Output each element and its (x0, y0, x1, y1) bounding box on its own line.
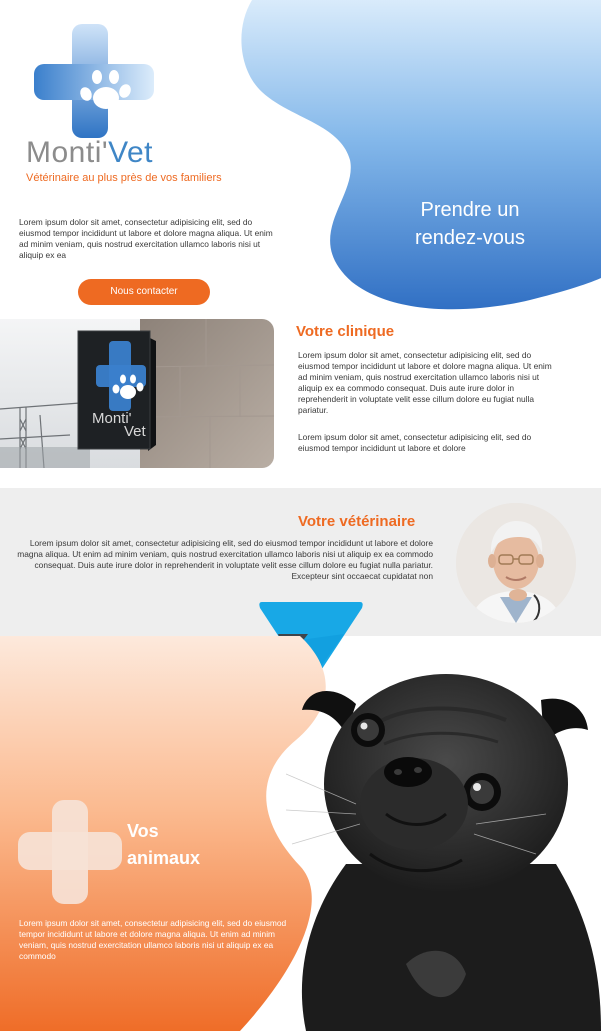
vet-paragraph: Lorem ipsum dolor sit amet, consectetur adipisicing elit, sed do eiusmod tempor incididunt ut labore et dolore magna aliqua. Ut enim ad minim veniam, quis nostrud exercitation ullamco laboris nisi ut aliquip ex ea commodo consequat. Duis aute irure dolor in reprehenderit in voluptate velit esse cillum dolore eu fugiat nulla pariatur. Excepteur sint occaecat cupidatat non (17, 538, 433, 581)
animals-title (127, 818, 200, 872)
brand-name-part1: Monti' (26, 136, 109, 169)
clinic-paragraph-2: Lorem ipsum dolor sit amet, consectetur adipisicing elit, sed do eiusmod tempor incididunt ut labore et dolore (298, 432, 532, 453)
animals-title-line1: Vos (127, 821, 159, 841)
vet-portrait-photo (456, 503, 576, 623)
sign-name-part1: Monti' (92, 410, 132, 427)
appointment-link[interactable] (380, 196, 560, 252)
pug-dog-photo (286, 664, 601, 1031)
contact-button[interactable]: Nous contacter (78, 279, 210, 305)
appointment-line1: Prendre un (420, 199, 520, 221)
clinic-title: Votre clinique (296, 323, 395, 340)
hero-intro-text: Lorem ipsum dolor sit amet, consectetur adipisicing elit, sed do eiusmod tempor incididunt ut labore et dolore magna aliqua. Ut enim ad minim veniam, quis nostrud exercitation ullamco laboris nisi ut aliquip ex ea (19, 217, 273, 260)
medical-cross-icon (18, 800, 122, 904)
appointment-line2: rendez-vous (414, 227, 526, 249)
brand-tagline: Vétérinaire au plus près de vos familiers (26, 172, 222, 184)
animals-paragraph: Lorem ipsum dolor sit amet, consectetur adipisicing elit, sed do eiusmod tempor incididunt ut labore et dolore magna aliqua. Ut enim ad minim veniam, quis nostrud exercitation ullamco laboris nisi ut aliquip ex ea commodo (19, 918, 287, 961)
brand-name-part2: Vet (108, 136, 153, 169)
sign-name-part2: Vet (124, 423, 146, 440)
cross-paw-logo-icon[interactable] (28, 22, 158, 142)
vet-title: Votre vétérinaire (298, 513, 416, 530)
clinic-paragraph-1: Lorem ipsum dolor sit amet, consectetur adipisicing elit, sed do eiusmod tempor incididunt ut labore et dolore magna aliqua. Ut enim ad minim veniam, quis nostrud exercitation ullamco laboris nisi ut aliquip ex ea commodo consequat. Duis aute irure dolor in reprehenderit in voluptate velit esse cillum dolore eu fugiat nulla pariatur. (298, 350, 552, 415)
clinic-sign-photo (0, 319, 274, 468)
brand-name[interactable] (26, 136, 153, 170)
animals-title-line2: animaux (127, 848, 201, 868)
